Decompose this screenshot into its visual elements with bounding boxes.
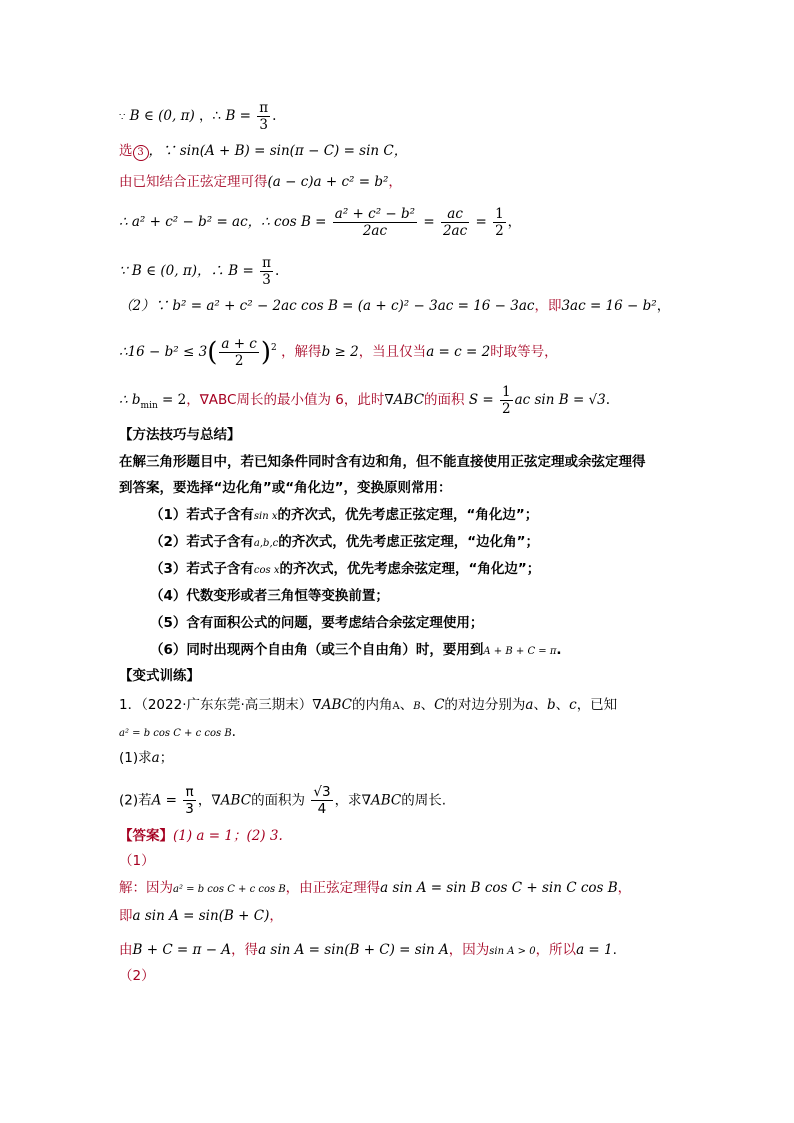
solution-line-cos-b: ∴ a² + c² − b² = ac，∴ cos B = $\frac{\text{a² + c² − b²}}{2ac}$ = $\frac{ac}{2ac}$ = $\frac{1}{2}$ ， xyxy=(119,206,522,239)
answer-step-1: 解：因为a² = b cos C + c cos B，由正弦定理得a sin A = sin B cos C + sin C cos B， xyxy=(119,880,632,896)
answer-line: 【答案】(1) a = 1；(2) 3. xyxy=(119,828,283,844)
practice-heading: 【变式训练】 xyxy=(119,668,200,684)
practice-question-1: 1．（2022·广东东莞·高三期末）∇ABC的内角A、B、C的对边分别为a、b、c，已知 xyxy=(119,697,618,713)
solution-line-b-range-2: ∵ B ∈ (0, π)，∴ B = $\frac{\pi}{3}$ . xyxy=(119,255,280,288)
solution-line-sine-rule: 由已知结合正弦定理可得(a − c)a + c² = b²， xyxy=(119,174,402,190)
math-b-equals: B = xyxy=(225,108,251,124)
fraction-pi-over-3: $\frac{\pi}{3}$ xyxy=(259,100,269,133)
because-symbol: ∵ xyxy=(119,112,126,123)
method-paragraph-1: 在解三角形题目中，若已知条件同时含有边和角，但不能直接使用正弦定理或余弦定理得 xyxy=(119,454,646,470)
fraction-pi-over-3-b: $\frac{\pi}{3}$ xyxy=(262,255,271,288)
solution-line-min-perimeter: ∴ $b_{min} = 2$，∇ABC周长的最小值为 6，此时∇ABC的面积 S = $\frac{1}{2}$ ac sin B = √3. xyxy=(119,384,611,417)
answer-step-3: 由B + C = π − A，得a sin A = sin(B + C) = sin A，因为sin A > 0，所以a = 1. xyxy=(119,942,617,958)
method-item-4: （4）代数变形或者三角恒等变换前置； xyxy=(150,588,389,604)
solution-line-choose-3: 选 3 ，∵ sin(A + B) = sin(π − C) = sin C， xyxy=(119,143,408,159)
method-paragraph-2: 到答案，要选择“边化角”或“角化边”，变换原则常用： xyxy=(119,480,452,496)
practice-condition: a² = b cos C + c cos B. xyxy=(119,724,236,740)
fraction-one-half-area: $\frac{1}{2}$ xyxy=(502,384,511,417)
method-item-3: （3）若式子含有cos x的齐次式，优先考虑余弦定理，“角化边”； xyxy=(150,561,541,577)
answer-part-2-label: （2） xyxy=(119,968,155,984)
fraction-one-half: $\frac{1}{2}$ xyxy=(495,206,504,239)
fraction-a-plus-c-over-2: $\frac{a + c}{2}$ xyxy=(221,336,257,369)
fraction-cos-numerator: $\frac{\text{a² + c² − b²}}{2ac}$ xyxy=(334,206,416,239)
method-heading: 【方法技巧与总结】 xyxy=(119,427,241,443)
fraction-sqrt3-over-4: $\frac{√3}{4}$ xyxy=(313,784,331,817)
therefore-symbol: ，∴ xyxy=(199,108,222,124)
math-b-range: B ∈ (0, π) xyxy=(129,108,195,124)
method-item-2: （2）若式子含有a,b,c的齐次式，优先考虑正弦定理，“边化角”； xyxy=(150,534,539,550)
method-item-5: （5）含有面积公式的问题，要考虑结合余弦定理使用； xyxy=(150,615,484,631)
method-item-6: （6）同时出现两个自由角（或三个自由角）时，要用到A + B + C = π. xyxy=(150,642,562,658)
answer-step-2: 即a sin A = sin(B + C)， xyxy=(119,908,283,924)
fraction-pi-over-3-q: $\frac{\pi}{3}$ xyxy=(185,784,194,817)
circled-three: 3 xyxy=(133,145,149,161)
solution-line-b-range-1: ∵ B ∈ (0, π) ，∴ B = $\frac{\pi}{3}$ . xyxy=(119,100,277,133)
solution-line-part2-b-squared: （2）∵ b² = a² + c² − 2ac cos B = (a + c)² − 3ac = 16 − 3ac，即3ac = 16 − b²， xyxy=(119,298,671,314)
solution-line-inequality: ∴16 − b² ≤ 3( $\frac{a + c}{2}$ )$^2$ ，解得b ≥ 2，当且仅当a = c = 2时取等号， xyxy=(119,336,558,369)
fraction-ac-over-2ac: $\frac{ac}{2ac}$ xyxy=(442,206,468,239)
method-item-1: （1）若式子含有sin x的齐次式，优先考虑正弦定理，“角化边”； xyxy=(150,507,539,523)
answer-part-1-label: （1） xyxy=(119,853,155,869)
practice-subquestion-1: (1)求a； xyxy=(119,750,174,766)
practice-subquestion-2: (2)若A = $\frac{\pi}{3}$ ，∇ABC的面积为 $\frac{√3}{4}$ ，求∇ABC的周长. xyxy=(119,784,447,817)
